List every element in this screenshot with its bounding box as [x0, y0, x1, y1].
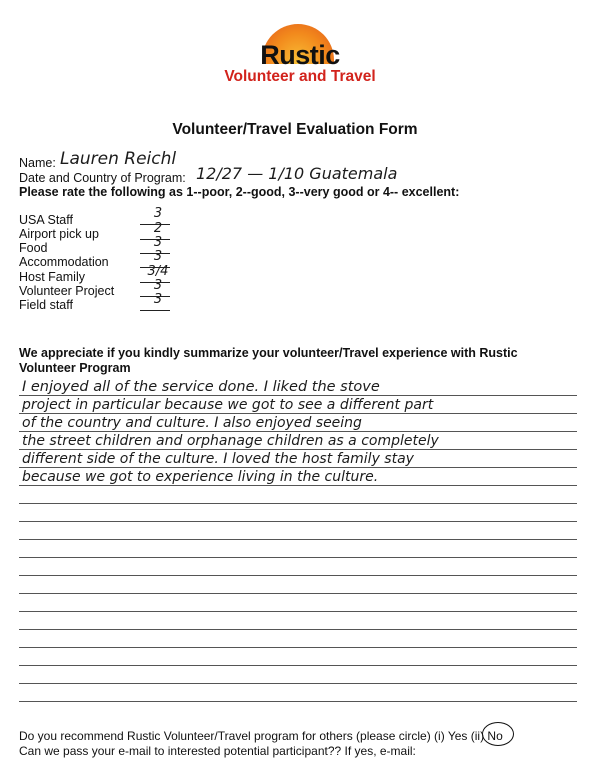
ruled-line — [19, 503, 577, 504]
recommend-question: Do you recommend Rustic Volunteer/Travel program for others (please circle) (i) Yes (ii) No — [19, 729, 503, 743]
rating-label-food: Food — [19, 241, 48, 255]
rating-instruction: Please rate the following as 1--poor, 2--good, 3--very good or 4-- excellent: — [19, 185, 460, 199]
rating-label-volunteer-project: Volunteer Project — [19, 284, 115, 298]
ruled-line — [19, 593, 577, 594]
summary-line-4: the street children and orphanage children as a completely — [22, 433, 439, 449]
date-country-label: Date and Country of Program: — [19, 171, 186, 185]
ruled-line — [19, 683, 577, 684]
ruled-line — [19, 665, 577, 666]
rating-label-airport-pickup: Airport pick up — [19, 227, 99, 241]
ruled-line — [19, 485, 577, 486]
logo-subtitle: Volunteer and Travel — [224, 68, 376, 85]
email-question: Can we pass your e-mail to interested potential participant?? If yes, e-mail: — [19, 744, 416, 758]
rating-value-food: 3 — [153, 235, 163, 250]
ruled-line — [19, 413, 577, 414]
ruled-line — [19, 521, 577, 522]
summary-line-5: different side of the culture. I loved the host family stay — [22, 451, 414, 467]
summary-prompt-line1: We appreciate if you kindly summarize your volunteer/Travel experience with Rustic — [19, 346, 518, 360]
ruled-line — [19, 467, 577, 468]
rating-underline — [140, 310, 170, 311]
rating-label-usa-staff: USA Staff — [19, 213, 73, 227]
rating-value-volunteer-project: 3 — [153, 278, 163, 293]
rating-value-usa-staff: 3 — [153, 206, 163, 221]
rating-value-host-family: 3/4 — [147, 264, 169, 279]
rating-value-accommodation: 3 — [153, 249, 163, 264]
logo-brand: Rustic — [260, 40, 340, 70]
ruled-line — [19, 611, 577, 612]
summary-line-3: of the country and culture. I also enjoyed seeing — [22, 415, 362, 431]
ruled-line — [19, 539, 577, 540]
yes-circle-mark — [482, 722, 514, 746]
ruled-line — [19, 557, 577, 558]
rating-label-accommodation: Accommodation — [19, 255, 109, 269]
ruled-line — [19, 629, 577, 630]
summary-line-1: I enjoyed all of the service done. I liked the stove — [22, 379, 380, 395]
name-label: Name: — [19, 156, 56, 170]
ruled-line — [19, 431, 577, 432]
rating-label-host-family: Host Family — [19, 270, 85, 284]
rating-label-field-staff: Field staff — [19, 298, 73, 312]
rating-value-field-staff: 3 — [153, 292, 163, 307]
date-country-value: 12/27 — 1/10 Guatemala — [196, 164, 398, 183]
ruled-line — [19, 647, 577, 648]
ruled-line — [19, 701, 577, 702]
summary-line-2: project in particular because we got to see a different part — [22, 397, 434, 413]
summary-prompt-line2: Volunteer Program — [19, 361, 131, 375]
name-value: Lauren Reichl — [60, 149, 177, 169]
rating-value-airport-pickup: 2 — [153, 221, 163, 236]
form-title: Volunteer/Travel Evaluation Form — [172, 121, 418, 138]
ruled-line — [19, 395, 577, 396]
ruled-line — [19, 449, 577, 450]
ruled-line — [19, 575, 577, 576]
summary-line-6: because we got to experience living in the culture. — [22, 469, 379, 485]
